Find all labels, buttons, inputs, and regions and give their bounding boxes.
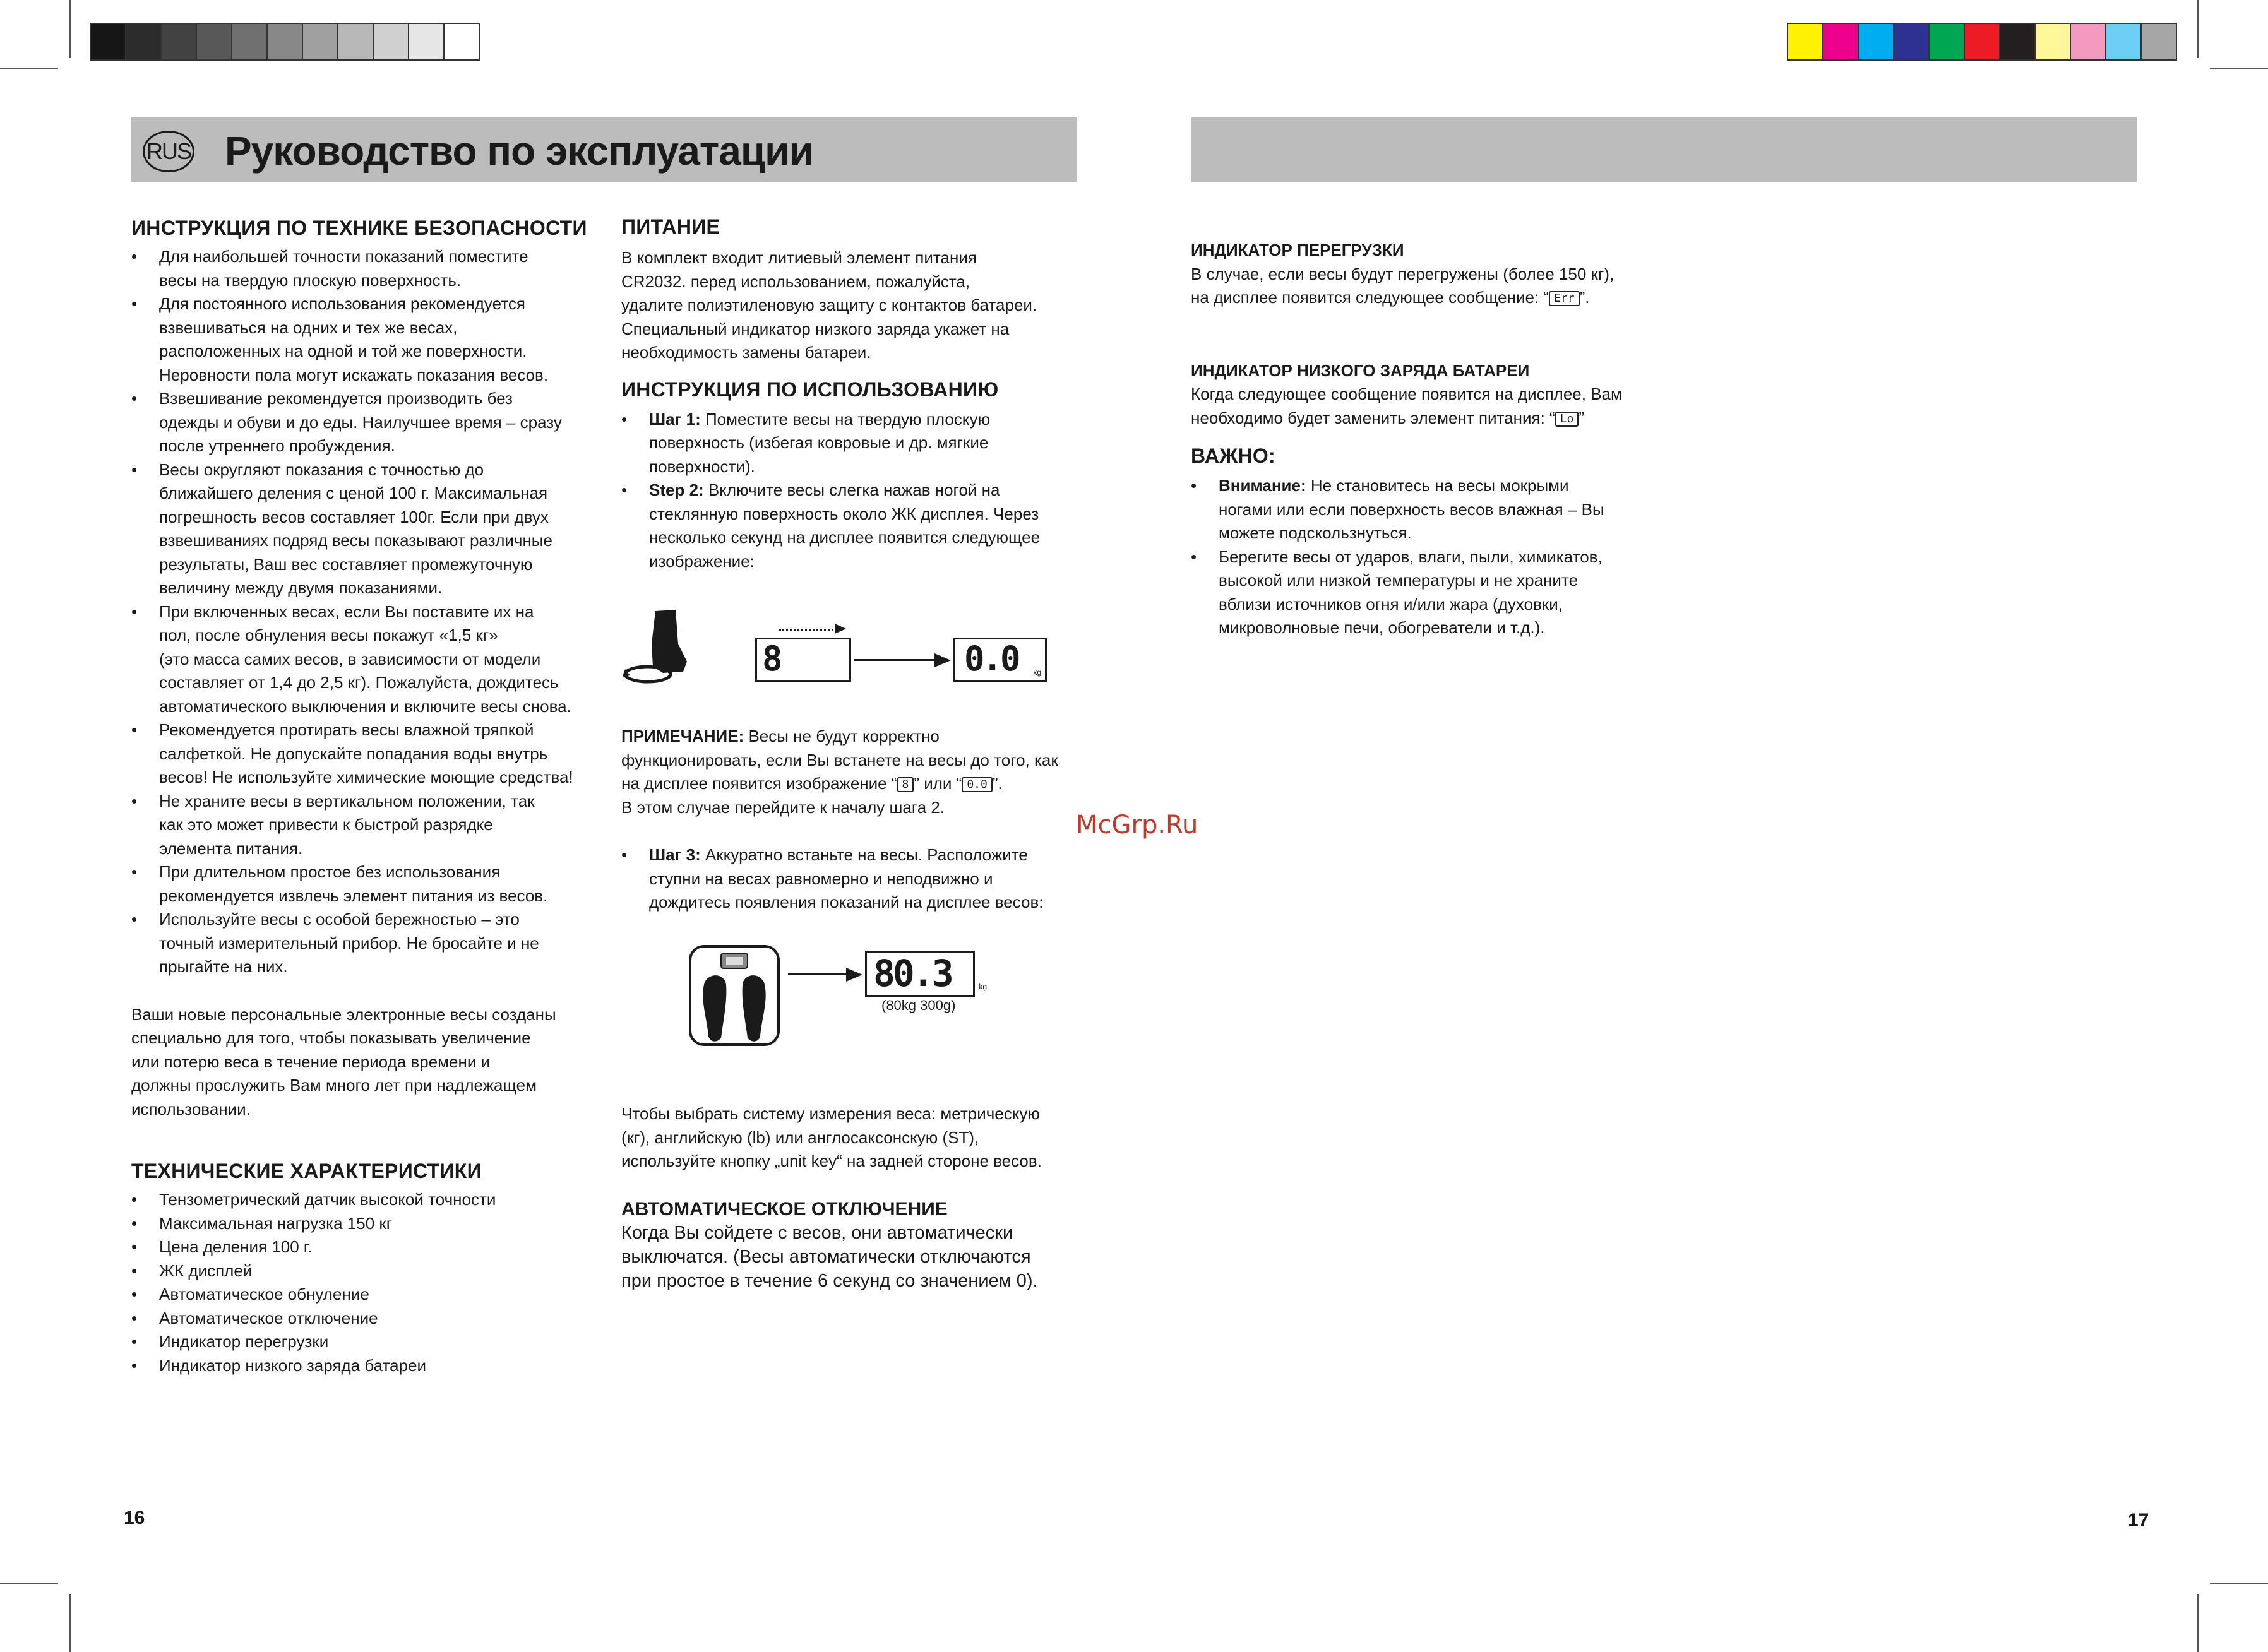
step-line: Включите весы слегка нажав ногой на <box>703 480 1000 499</box>
warning-line: Не становитесь на весы мокрыми <box>1306 476 1569 495</box>
gray-swatch <box>126 24 162 59</box>
lcd-icon-initial: 8 <box>897 777 914 792</box>
color-swatch <box>1894 24 1930 59</box>
lcd-display-initial <box>755 638 851 682</box>
gray-swatch <box>374 24 409 59</box>
list-item-line: одежды и обуви и до еды. Наилучшее время – сразу <box>159 412 562 432</box>
step-line: изображение: <box>649 551 755 571</box>
list-item-line: взвешиваться на одних и тех же весах, <box>159 318 458 337</box>
gray-swatch <box>197 24 232 59</box>
care-line: высокой или низкой температуры и не храните <box>1219 571 1579 590</box>
list-item-line: Неровности пола могут искажать показания весов. <box>159 365 549 384</box>
language-badge: RUS <box>143 131 194 172</box>
battery-heading: ИНДИКАТОР НИЗКОГО ЗАРЯДА БАТАРЕИ <box>1191 360 1530 380</box>
list-item-line: При длительном простое без использования <box>159 862 501 881</box>
auto-off-line: при простое в течение 6 секунд со значением 0). <box>621 1271 1038 1291</box>
step-line: поверхности). <box>649 456 755 476</box>
spec-item: • Максимальная нагрузка 150 кг <box>131 1212 592 1236</box>
list-item-line: величину между двумя показаниями. <box>159 578 443 597</box>
list-item-line: Взвешивание рекомендуется производить без <box>159 389 513 408</box>
care-item <box>1191 545 1658 640</box>
scale-with-feet-icon <box>688 944 780 1047</box>
spec-item: • Автоматическое обнуление <box>131 1283 592 1307</box>
header-bar-right <box>1191 117 2137 182</box>
step-line: несколько секунд на дисплее появится следующее <box>649 528 1041 547</box>
color-swatch <box>1965 24 2000 59</box>
step-line: поверхность (избегая ковровые и др. мягкие <box>649 433 989 452</box>
color-swatch <box>1859 24 1894 59</box>
weigh-arrow <box>788 973 850 975</box>
lcd-initial-digit: 8 <box>762 639 783 679</box>
lcd-icon-error: Err <box>1549 291 1580 306</box>
units-line: используйте кнопку „unit key“ на задней стороне весов. <box>621 1151 1042 1170</box>
power-line: удалите полиэтиленовую защиту с контактов батареи. <box>621 295 1037 314</box>
step-2-label: Step 2: <box>649 480 704 499</box>
power-paragraph <box>621 246 1082 365</box>
overload-paragraph: В случае, если весы будут перегружены (более 150 кг), на дисплее появится следующее сообщение: “ Err ”. <box>1191 264 1614 307</box>
auto-off-line: Когда Вы сойдете с весов, они автоматически <box>621 1223 1013 1243</box>
power-line: необходимость замены батареи. <box>621 343 871 362</box>
note-block <box>621 725 1082 915</box>
list-item <box>131 908 592 979</box>
list-item <box>131 387 592 458</box>
intro-line: использовании. <box>131 1099 251 1119</box>
left-column <box>131 213 592 1377</box>
power-line: Специальный индикатор низкого заряда укажет на <box>621 319 1010 338</box>
lcd-display-weight <box>865 951 987 997</box>
list-item-line: взвешиваниях подряд весы показывают различные <box>159 531 552 550</box>
list-item-line: Весы округляют показания с точностью до <box>159 460 484 479</box>
list-item <box>131 860 592 908</box>
step-3 <box>621 843 1082 915</box>
battery-paragraph: Когда следующее сообщение появится на дисплее, Вам необходимо будет заменить элемент питания: “ Lo ” <box>1191 384 1622 427</box>
step-1-label: Шаг 1: <box>649 409 701 429</box>
warning-label: Внимание: <box>1219 476 1306 495</box>
list-item-line: рекомендуется извлечь элемент питания из весов. <box>159 886 548 905</box>
auto-off-line: выключатся. (Весы автоматически отключаются <box>621 1247 1031 1267</box>
list-item-line: после утреннего пробуждения. <box>159 436 395 455</box>
gray-swatch <box>162 24 197 59</box>
list-item <box>131 790 592 861</box>
gray-swatch <box>232 24 268 59</box>
spec-item: • Индикатор перегрузки <box>131 1330 592 1354</box>
color-swatch <box>2036 24 2071 59</box>
lcd-unit: kg <box>1033 668 1041 677</box>
color-swatch <box>1823 24 1859 59</box>
list-item-line: (это масса самих весов, в зависимости от модели <box>159 649 541 669</box>
units-paragraph <box>621 1102 1082 1174</box>
auto-off-paragraph <box>621 1221 1082 1293</box>
lcd-icon-low-battery: Lo <box>1555 412 1579 427</box>
list-item <box>131 292 592 387</box>
step-line: Поместите весы на твердую плоскую <box>700 409 990 429</box>
gray-swatch <box>338 24 374 59</box>
color-swatch <box>1788 24 1823 59</box>
units-line: Чтобы выбрать систему измерения веса: метрическую <box>621 1104 1040 1123</box>
list-item <box>131 245 592 292</box>
list-item-line: Не храните весы в вертикальном положении, так <box>159 791 535 811</box>
lcd-weight-value: 80.3 <box>873 952 952 995</box>
list-item-line: Рекомендуется протирать весы влажной тряпкой <box>159 720 534 739</box>
list-item-line: расположенных на одной и той же поверхности. <box>159 342 527 360</box>
list-item-line: погрешность весов составляет 100г. Если при двух <box>159 507 549 526</box>
usage-steps <box>621 408 1082 574</box>
lcd-icon-zero: 0.0 <box>962 777 993 792</box>
step-line: ступни на весах равномерно и неподвижно и <box>649 869 993 888</box>
page-title: Руководство по эксплуатации <box>225 128 813 174</box>
grayscale-calibration-bar <box>90 23 480 61</box>
list-item-line: Используйте весы с особой бережностью – это <box>159 910 520 929</box>
foot-press-icon <box>618 606 712 688</box>
lcd-weight-unit: kg <box>979 982 987 991</box>
power-heading: ПИТАНИЕ <box>621 215 720 238</box>
page-number-left: 16 <box>124 1507 145 1528</box>
step-line: стеклянную поверхность около ЖК дисплея. Через <box>649 504 1039 523</box>
list-item-line: автоматического выключения и включите весы снова. <box>159 696 571 716</box>
spec-item: • Тензометрический датчик высокой точности <box>131 1188 592 1212</box>
page-number-right: 17 <box>2128 1510 2149 1531</box>
warning-line: ногами или если поверхность весов влажная – Вы <box>1219 499 1604 519</box>
spec-item: • Цена деления 100 г. <box>131 1235 592 1259</box>
list-item-line: составляет от 1,4 до 2,5 кг). Пожалуйста, дождитесь <box>159 673 559 692</box>
lcd-display-zero <box>953 638 1047 682</box>
spec-item: • Автоматическое отключение <box>131 1307 592 1331</box>
list-item-line: весов! Не используйте химические моющие средства! <box>159 768 573 787</box>
weight-caption: (80kg 300g) <box>881 997 956 1013</box>
list-item-line: результаты, Ваш вес составляет промежуточную <box>159 554 533 574</box>
color-swatch <box>2106 24 2142 59</box>
list-item-line: салфеткой. Не допускайте попадания воды внутрь <box>159 744 548 763</box>
list-item-line: прыгайте на них. <box>159 957 288 976</box>
important-heading: ВАЖНО: <box>1191 444 1276 467</box>
note-label: ПРИМЕЧАНИЕ: <box>621 727 744 746</box>
color-calibration-bar <box>1787 23 2177 61</box>
care-line: Берегите весы от ударов, влаги, пыли, химикатов, <box>1219 547 1603 566</box>
safety-heading: ИНСТРУКЦИЯ ПО ТЕХНИКЕ БЕЗОПАСНОСТИ <box>131 217 587 239</box>
units-line: (кг), английскую (lb) или англосаксонскую (ST), <box>621 1127 979 1147</box>
spec-item: • ЖК дисплей <box>131 1259 592 1283</box>
auto-off-heading: АВТОМАТИЧЕСКОЕ ОТКЛЮЧЕНИЕ <box>621 1198 948 1220</box>
list-item-line: пол, после обнуления весы покажут «1,5 кг» <box>159 626 498 645</box>
watermark: McGrp.Ru <box>1076 811 1198 840</box>
list-item-line: ближайшего деления с ценой 100 г. Максимальная <box>159 484 548 502</box>
color-swatch <box>1930 24 1965 59</box>
usage-heading: ИНСТРУКЦИЯ ПО ИСПОЛЬЗОВАНИЮ <box>621 377 999 401</box>
gray-swatch <box>91 24 126 59</box>
list-item-line: При включенных весах, если Вы поставите их на <box>159 602 534 621</box>
weigh-arrow-head-icon <box>846 968 862 982</box>
intro-paragraph <box>131 1003 592 1122</box>
care-line: микроволновые печи, обогреватели и т.д.). <box>1219 618 1545 637</box>
spec-item: • Индикатор низкого заряда батареи <box>131 1354 592 1378</box>
lcd-zero-value: 0.0 <box>964 639 1018 679</box>
color-swatch <box>2142 24 2176 59</box>
gray-swatch <box>268 24 303 59</box>
intro-line: Ваши новые персональные электронные весы созданы <box>131 1004 556 1024</box>
overload-heading: ИНДИКАТОР ПЕРЕГРУЗКИ <box>1191 241 1404 259</box>
list-item <box>131 458 592 600</box>
transition-arrow <box>854 659 938 661</box>
intro-line: должны прослужить Вам много лет при надлежащем <box>131 1076 537 1095</box>
intro-line: или потерю веса в течение периода времени и <box>131 1052 491 1071</box>
list-item <box>131 600 592 719</box>
power-line: CR2032. перед использованием, пожалуйста, <box>621 271 970 291</box>
warning-item <box>1191 474 1658 545</box>
middle-column <box>621 212 1082 573</box>
important-list <box>1191 474 1658 640</box>
dotted-arrow-head-icon <box>835 624 846 634</box>
gray-swatch <box>409 24 445 59</box>
step-3-label: Шаг 3: <box>649 845 701 864</box>
dotted-arrow <box>779 629 837 631</box>
list-item-line: весы на твердую плоскую поверхность. <box>159 270 462 290</box>
specs-heading: ТЕХНИЧЕСКИЕ ХАРАКТЕРИСТИКИ <box>131 1160 482 1182</box>
note-paragraph: ПРИМЕЧАНИЕ: Весы не будут корректно функционировать, если Вы встанете на весы до того, как на дисплее появится изображение “ 8 ” или “ 0.0 ”. В этом случае перейдите к началу шага 2. <box>621 727 1058 817</box>
specs-list <box>131 1188 592 1377</box>
units-block <box>621 1102 1082 1293</box>
step-line: Аккуратно встаньте на весы. Расположите <box>700 845 1028 864</box>
list-item <box>131 718 592 790</box>
right-column <box>1191 239 1658 640</box>
step-1 <box>621 408 1082 479</box>
color-swatch <box>2071 24 2106 59</box>
warning-line: можете подскользнуться. <box>1219 523 1412 542</box>
list-item-line: Для постоянного использования рекомендуется <box>159 294 525 313</box>
power-line: В комплект входит литиевый элемент питания <box>621 248 977 267</box>
list-item-line: точный измерительный прибор. Не бросайте и не <box>159 933 539 953</box>
step-2 <box>621 478 1082 573</box>
intro-line: специально для того, чтобы показывать увеличение <box>131 1028 531 1047</box>
list-item-line: элемента питания. <box>159 838 303 858</box>
arrow-head-icon <box>934 653 951 667</box>
list-item-line: Для наибольшей точности показаний поместите <box>159 247 528 266</box>
safety-list <box>131 245 592 979</box>
list-item-line: как это может привести к быстрой разрядке <box>159 815 493 834</box>
gray-swatch <box>445 24 479 59</box>
care-line: вблизи источников огня и/или жара (духовки, <box>1219 594 1563 614</box>
color-swatch <box>2000 24 2036 59</box>
usage-step-3 <box>621 843 1082 915</box>
step-line: дождитесь появления показаний на дисплее весов: <box>649 893 1044 912</box>
gray-swatch <box>303 24 338 59</box>
